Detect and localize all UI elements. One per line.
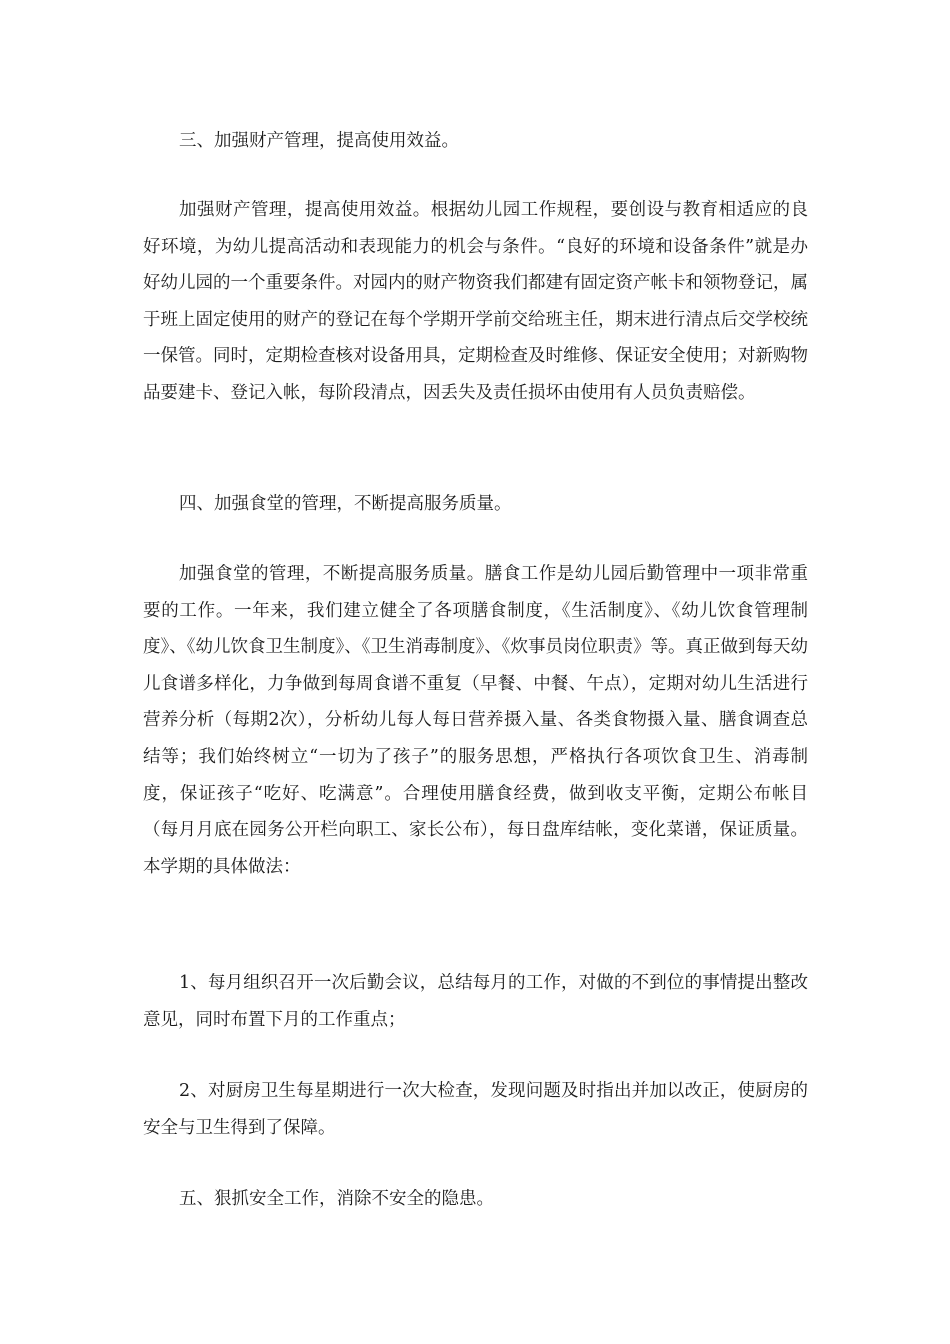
section-heading-4: 四、加强食堂的管理，不断提高服务质量。 xyxy=(179,494,512,514)
section-heading-5: 五、狠抓安全工作，消除不安全的隐患。 xyxy=(179,1189,494,1209)
section-3-paragraph: 加强财产管理，提高使用效益。根据幼儿园工作规程，要创设与教育相适应的良好环境，为幼儿提高活动和表现能力的机会与条件。“良好的环境和设备条件”就是办好幼儿园的一个重要条件。对园内的财产物资我们都建有固定资产帐卡和领物登记，属于班上固定使用的财产的登记在每个学期开学前交给班主任，期末进行清点后交学校统一保管。同时，定期检查核对设备用具，定期检查及时维修、保证安全使用；对新购物品要建卡、登记入帐，每阶段清点，因丢失及责任损坏由使用有人员负责赔偿。 xyxy=(143,200,808,403)
section-4-item-1: 1、每月组织召开一次后勤会议，总结每月的工作，对做的不到位的事情提出整改意见，同时布置下月的工作重点； xyxy=(143,973,808,1030)
section-4-item-2: 2、对厨房卫生每星期进行一次大检查，发现问题及时指出并加以改正，使厨房的安全与卫生得到了保障。 xyxy=(143,1081,808,1138)
section-4-paragraph: 加强食堂的管理，不断提高服务质量。膳食工作是幼儿园后勤管理中一项非常重要的工作。一年来，我们建立健全了各项膳食制度，《生活制度》、《幼儿饮食管理制度》、《幼儿饮食卫生制度》、《卫生消毒制度》、《炊事员岗位职责》等。真正做到每天幼儿食谱多样化，力争做到每周食谱不重复（早餐、中餐、午点），定期对幼儿生活进行营养分析（每期2次），分析幼儿每人每日营养摄入量、各类食物摄入量、膳食调查总结等；我们始终树立“一切为了孩子”的服务思想，严格执行各项饮食卫生、消毒制度，保证孩子“吃好、吃满意”。合理使用膳食经费，做到收支平衡，定期公布帐目（每月月底在园务公开栏向职工、家长公布），每日盘库结帐，变化菜谱，保证质量。本学期的具体做法： xyxy=(143,564,808,877)
section-heading-3: 三、加强财产管理，提高使用效益。 xyxy=(179,131,459,151)
